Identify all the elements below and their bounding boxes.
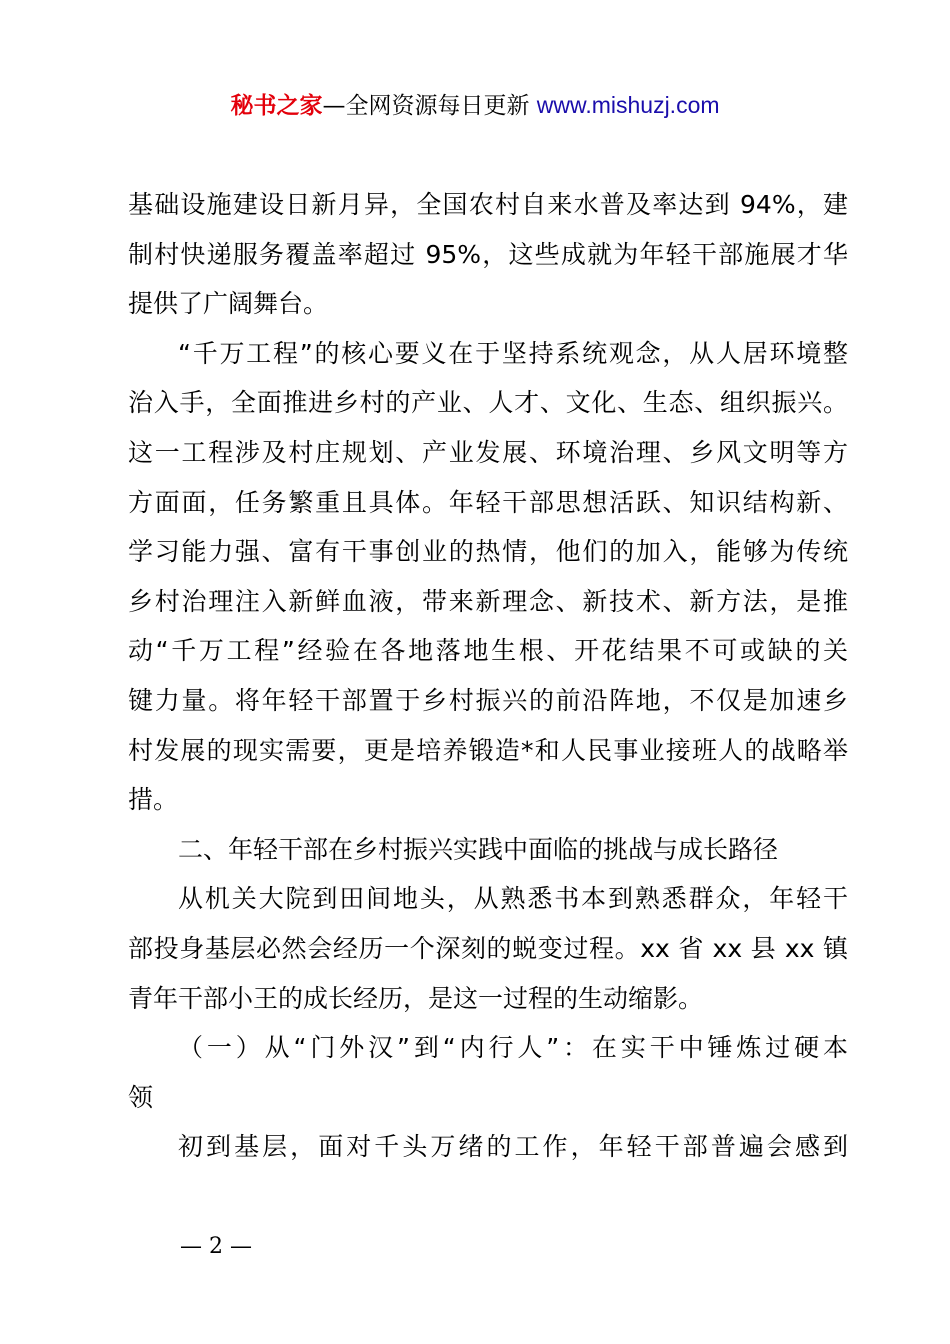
header-tagline: —全网资源每日更新 [322, 93, 530, 119]
text-line: 动“千万工程”经验在各地落地生根、开花结果不可或缺的关 [128, 636, 848, 666]
text-line: 学习能力强、富有干事创业的热情，他们的加入，能够为传统 [128, 537, 848, 567]
site-url-link[interactable]: www.mishuzj.com [536, 92, 720, 118]
text-line: 方面面，任务繁重且具体。年轻干部思想活跃、知识结构新、 [128, 487, 848, 517]
section-heading: 二、年轻干部在乡村振兴实践中面临的挑战与成长路径 [178, 834, 779, 864]
text-line: 制村快递服务覆盖率超过 95%，这些成就为年轻干部施展才华 [128, 239, 848, 269]
text-line: 治入手，全面推进乡村的产业、人才、文化、生态、组织振兴。 [128, 388, 848, 418]
text-line: 措。 [128, 785, 179, 815]
text-line: 部投身基层必然会经历一个深刻的蜕变过程。xx 省 xx 县 xx 镇 [128, 933, 848, 963]
document-body [128, 180, 848, 1172]
brand-name: 秘书之家 [230, 93, 323, 119]
site-header [0, 88, 950, 123]
subsection-heading-cont: 领 [128, 1082, 154, 1112]
text-line: 从机关大院到田间地头，从熟悉书本到熟悉群众，年轻干 [178, 884, 848, 914]
text-line: 乡村治理注入新鲜血液，带来新理念、新技术、新方法，是推 [128, 586, 848, 616]
text-line: 初到基层，面对千头万绪的工作，年轻干部普遍会感到 [178, 1132, 848, 1162]
text-line: 青年干部小王的成长经历，是这一过程的生动缩影。 [128, 983, 704, 1013]
text-line: “千万工程”的核心要义在于坚持系统观念，从人居环境整 [178, 338, 848, 368]
text-line: 提供了广阔舞台。 [128, 289, 329, 319]
subsection-heading: （一）从“门外汉”到“内行人”：在实干中锤炼过硬本 [178, 1033, 848, 1063]
text-line: 这一工程涉及村庄规划、产业发展、环境治理、乡风文明等方 [128, 437, 848, 467]
text-line: 基础设施建设日新月异，全国农村自来水普及率达到 94%，建 [128, 190, 848, 219]
page-number: — 2 — [180, 1234, 252, 1259]
text-line: 键力量。将年轻干部置于乡村振兴的前沿阵地，不仅是加速乡 [128, 685, 848, 715]
text-line: 村发展的现实需要，更是培养锻造*和人民事业接班人的战略举 [128, 735, 848, 765]
